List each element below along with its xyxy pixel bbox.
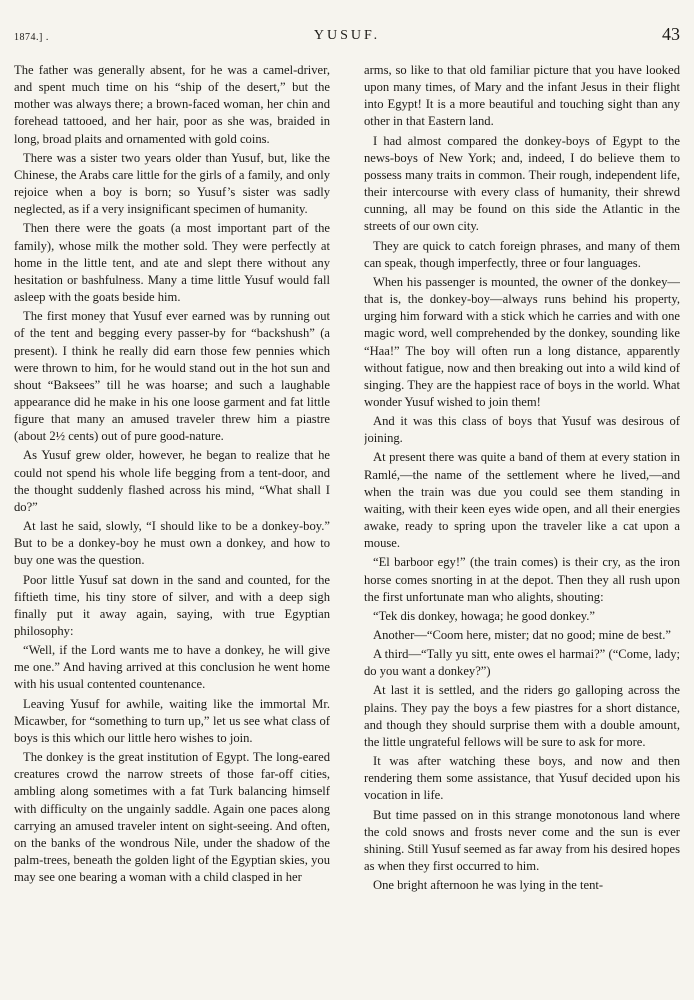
paragraph: Poor little Yusuf sat down in the sand and counted, for the fiftieth time, his tiny store of silver, and with a deep sigh finally put it away again, saying, with true Egyptian philosophy: <box>14 572 330 638</box>
paragraph: Another—“Coom here, mister; dat no good; mine de best.” <box>373 628 671 642</box>
text-columns <box>14 62 680 992</box>
paragraph: arms, so like to that old familiar picture that you have looked upon many times, of Mary and the infant Jesus in their flight into Egypt! It is a more beautiful and touching sight than any other in that Eastern land. <box>364 63 680 129</box>
paragraph: When his passenger is mounted, the owner of the donkey—that is, the donkey-boy—always runs behind his property, urging him forward with a stick which he carries and with one magic word, well comprehended by the donkey, sounding like “Haa!” The boy will often run a long distance, apparently without fatigue, now and then breaking out into a wild kind of singing. They are the happiest race of boys in the world. What wonder Yusuf wished to join them! <box>364 274 680 409</box>
paragraph: At present there was quite a band of them at every station in Ramlé,—the name of the settlement where he lived,—and when the train was due you could see them standing in waiting, with their keen eyes wide open, and all their energies awake, ready to spring upon the traveler like a cat upon a mouse. <box>364 450 680 551</box>
paragraph: At last he said, slowly, “I should like to be a donkey-boy.” But to be a donkey-boy he must own a donkey, and how to buy one was the question. <box>14 519 330 568</box>
paragraph: One bright afternoon he was lying in the tent- <box>373 878 604 893</box>
page-number: 43 <box>662 24 680 44</box>
paragraph: But time passed on in this strange monotonous land where the cold snows and frosts never come and the sun is ever shining. Still Yusuf seemed as far away from his desired hopes as when they first occurred to him. <box>364 807 680 874</box>
paragraph: Then there were the goats (a most important part of the family), whose milk the mother sold. They were perfectly at home in the little tent, and ate and slept there without any hesitation or bashfulness. Many a time little Yusuf would fall asleep with the goats beside him. <box>14 221 330 305</box>
paragraph: “Tek dis donkey, howaga; he good donkey.” <box>373 608 596 623</box>
page-header <box>14 26 680 52</box>
paragraph: I had almost compared the donkey-boys of Egypt to the news-boys of New York; and, indeed, I do believe them to possess many traits in common. Their rough, independent life, their intercourse with every class of humanity, their shrewd cunning, all may be found on this side the Atlantic in the streets of our own city. <box>364 133 680 234</box>
paragraph: The father was generally absent, for he was a camel-driver, and spent much time on his “ship of the desert,” but the mother was always there; a brown-faced woman, her chin and forehead tattooed, and her hair, poor as she was, braided in long, broad plaits and ornamented with gold coins. <box>14 63 330 146</box>
paragraph: At last it is settled, and the riders go galloping across the plains. They pay the boys a few piastres for a short distance, and though they should surprise them with a double amount, the little ungrateful fellows will be sure to ask for more. <box>364 683 680 749</box>
paragraph: The donkey is the great institution of Egypt. The long-eared creatures crowd the narrow streets of those far-off cities, ambling along sometimes with a fat Turk balancing himself with difficulty on the ungainly saddle. Again one paces along carrying an amused traveler intent on sight-seeing. And often, on the banks of the wondrous Nile, under the shadow of the palm-trees, beneath the golden light of the Egyptian skies, you may see one bearing a woman with a child clasped in her <box>14 750 330 885</box>
paragraph: There was a sister two years older than Yusuf, but, like the Chinese, the Arabs care little for the girls of a family, and only rejoice when a boy is born; so Yusuf’s sister was sadly neglected, as if a very insignificant specimen of humanity. <box>14 150 330 217</box>
paragraph: It was after watching these boys, and now and then rendering them some assistance, that Yusuf decided upon his vocation in life. <box>364 754 680 803</box>
issue-date: 1874.] . <box>14 32 49 43</box>
paragraph: “Well, if the Lord wants me to have a donkey, he will give me one.” And having arrived at this conclusion he went home with his usual contented countenance. <box>14 643 330 692</box>
paragraph: They are quick to catch foreign phrases, and many of them can speak, though imperfectly, three or four languages. <box>364 238 680 270</box>
left-column <box>14 62 330 992</box>
paragraph: And it was this class of boys that Yusuf was desirous of joining. <box>364 414 680 446</box>
paragraph: A third—“Tally yu sitt, ente owes el harmai?” (“Come, lady; do you want a donkey?”) <box>364 647 680 679</box>
paragraph: “El barboor egy!” (the train comes) is their cry, as the iron horse comes snorting in at the depot. Then they all rush upon the first unfortunate man who alights, shouting: <box>364 555 680 604</box>
paragraph: The first money that Yusuf ever earned was by running out of the tent and begging every passer-by for “backshush” (a present). I think he really did earn those few pennies which were thrown to him, for he would stand out in the hot sun and shout “Baksees” till he was hoarse; and such a laughable appearance did he make in his one loose garment and fat little figure that many an amused traveler threw him a piastre (about 2½ cents) out of pure good-nature. <box>14 309 330 444</box>
paragraph: Leaving Yusuf for awhile, waiting like the immortal Mr. Micawber, for “something to turn up,” let us see what class of boys is this which our little hero wishes to join. <box>14 696 330 745</box>
right-column <box>364 62 680 992</box>
paragraph: As Yusuf grew older, however, he began to realize that he could not spend his whole life begging from a tent-door, and the thought suddenly flashed across his mind, “What shall I do?” <box>14 448 330 514</box>
running-title: YUSUF. <box>313 28 381 43</box>
